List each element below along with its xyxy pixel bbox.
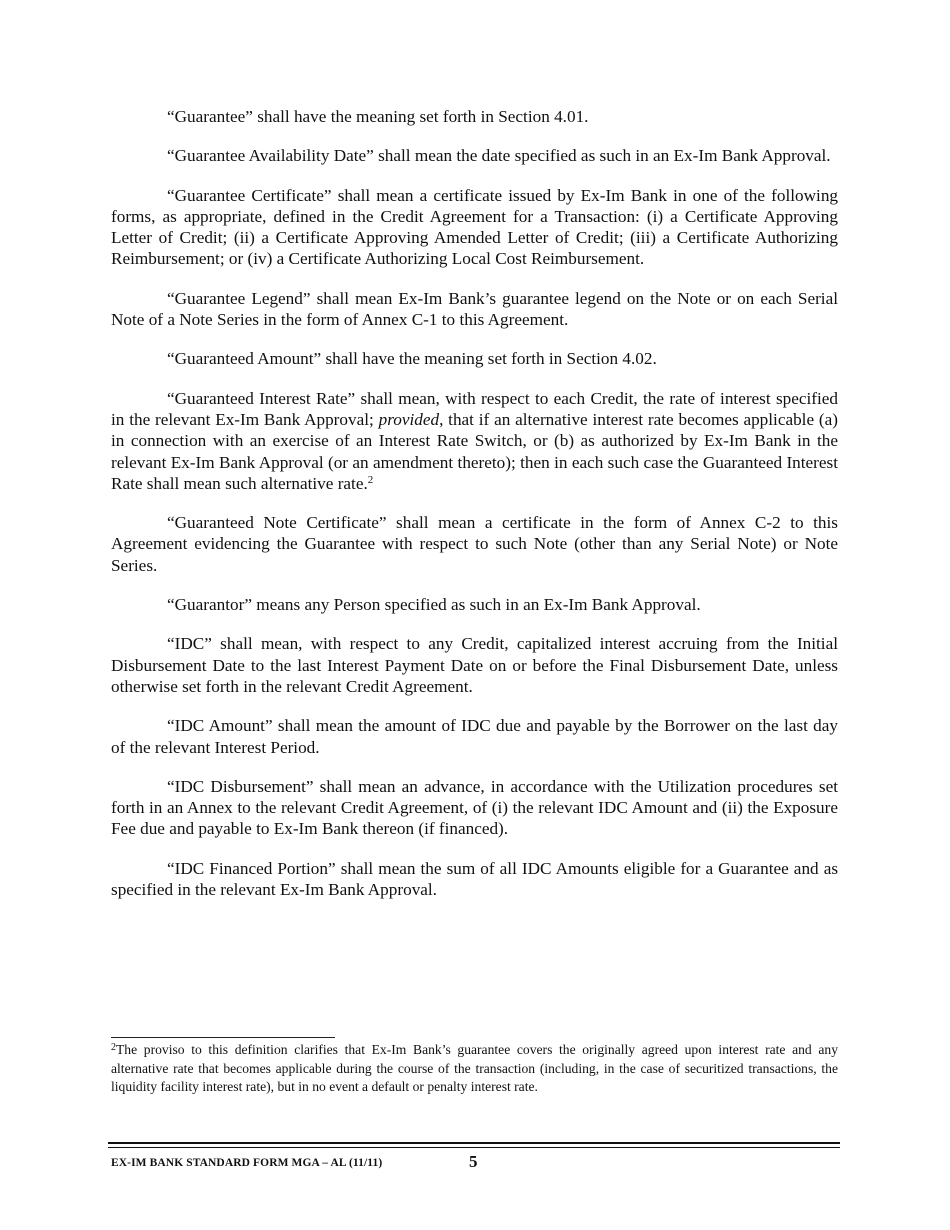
definition-text: shall mean the sum of all IDC Amounts eligible for a Guarantee and as specified in the relevant Ex-Im Bank Approval.: [111, 858, 839, 900]
definition-term: IDC Financed Portion: [174, 858, 328, 878]
definition-idc-financed-portion: “IDC Financed Portion” shall mean the sum of all IDC Amounts eligible for a Guarantee and as specified in the relevant Ex-Im Bank Approval.: [111, 858, 839, 900]
footnote-reference[interactable]: 2: [367, 473, 374, 486]
definition-idc: “IDC” shall mean, with respect to any Credit, capitalized interest accruing from the Initial Disbursement Date to the last Interest Payment Date on or before the Final Disbursement Date, unless otherwise set forth in the relevant Credit Agreement.: [111, 634, 838, 696]
document-body: [111, 106, 838, 918]
definition-term: Guarantee: [174, 107, 246, 126]
definition-guaranteed-interest-rate: “Guaranteed Interest Rate” shall mean, with respect to each Credit, the rate of interest specified in the relevant Ex-Im Bank Approval; provided, that if an alternative interest rate becomes applicable (a) in connection with an exercise of an Interest Rate Switch, or (b) as authorized by Ex-Im Bank in the relevant Ex-Im Bank Approval (or an amendment thereto); then in each such case the Guaranteed Interest Rate shall mean such alternative rate.$^2$: [111, 388, 838, 493]
footnote-divider: [111, 1037, 335, 1038]
definition-term: Guarantee Certificate: [174, 185, 324, 205]
definition-text: shall mean an advance, in accordance with the Utilization procedures set forth in an Annex to the relevant Credit Agreement, of (i) the relevant IDC Amount and (ii) the Exposure Fee due and payable to Ex-Im Bank thereon (if financed).: [111, 776, 838, 839]
definition-guaranteed-note-certificate: “Guaranteed Note Certificate” shall mean a certificate in the form of Annex C-2 to this Agreement evidencing the Guarantee with respect to such Note (other than any Serial Note) or Note Series.: [111, 513, 838, 575]
definition-guarantee: “Guarantee” shall have the meaning set forth in Section 4.01.: [167, 107, 589, 126]
definition-term: IDC: [174, 634, 205, 654]
definition-guaranteed-amount: “Guaranteed Amount” shall have the meaning set forth in Section 4.02.: [167, 349, 657, 369]
definition-text: shall mean a certificate issued by Ex-Im Bank in one of the following forms, as appropriate, defined in the Credit Agreement for a Transaction: (i) a Certificate Approving Letter of Credit; (ii) a Certificate Approving Amended Letter of Credit; (iii) a Certificate Authorizing Reimbursement; or (iv) a Certificate Authorizing Local Cost Reimbursement.: [111, 185, 839, 269]
footnote-number: 2: [111, 1042, 116, 1053]
definition-term: Guaranteed Interest Rate: [174, 388, 348, 408]
footnote: [111, 1041, 838, 1097]
definition-text: shall have the meaning set forth in Section 4.02.: [321, 349, 657, 369]
definition-text: shall have the meaning set forth in Section 4.01.: [252, 107, 589, 126]
definition-text-continued: , that if an alternative interest rate becomes applicable (a) in connection with an exercise of an Interest Rate Switch, or (b) as authorized by Ex-Im Bank in the relevant Ex-Im Bank Approval (or an amendment thereto); then in each such case the Guaranteed Interest Rate shall mean such alternative rate.: [111, 409, 838, 493]
definition-guarantee-certificate: “Guarantee Certificate” shall mean a certificate issued by Ex-Im Bank in one of the following forms, as appropriate, defined in the Credit Agreement for a Transaction: (i) a Certificate Approving Letter of Credit; (ii) a Certificate Approving Amended Letter of Credit; (iii) a Certificate Authorizing Reimbursement; or (iv) a Certificate Authorizing Local Cost Reimbursement.: [111, 185, 839, 269]
definition-guarantor: “Guarantor” means any Person specified as such in an Ex-Im Bank Approval.: [167, 595, 701, 615]
page-number: 5: [469, 1152, 478, 1171]
proviso-italic: provided: [378, 409, 440, 429]
definition-term: Guarantor: [174, 595, 245, 615]
definition-term: IDC Disbursement: [174, 776, 306, 796]
definition-text: shall mean a certificate in the form of Annex C-2 to this Agreement evidencing the Guarantee with respect to such Note (other than any Serial Note) or Note Series.: [111, 513, 838, 575]
footer-divider-thick: [108, 1142, 840, 1144]
definition-term: Guaranteed Note Certificate: [174, 513, 379, 533]
definition-term: Guarantee Legend: [174, 288, 303, 308]
definition-idc-disbursement: “IDC Disbursement” shall mean an advance, in accordance with the Utilization procedures set forth in an Annex to the relevant Credit Agreement, of (i) the relevant IDC Amount and (ii) the Exposure Fee due and payable to Ex-Im Bank thereon (if financed).: [111, 776, 838, 839]
footer-divider-thin: [108, 1147, 840, 1148]
definition-text: shall mean the amount of IDC due and payable by the Borrower on the last day of the relevant Interest Period.: [111, 716, 838, 757]
definition-idc-amount: “IDC Amount” shall mean the amount of IDC due and payable by the Borrower on the last day of the relevant Interest Period.: [111, 716, 838, 757]
definition-text: shall mean, with respect to any Credit, capitalized interest accruing from the Initial Disbursement Date to the last Interest Payment Date on or before the Final Disbursement Date, unless otherwise set forth in the relevant Credit Agreement.: [111, 634, 838, 696]
definition-text: shall mean Ex-Im Bank’s guarantee legend on the Note or on each Serial Note of a Note Series in the form of Annex C-1 to this Agreement.: [111, 288, 838, 330]
footnote-text: The proviso to this definition clarifies that Ex-Im Bank’s guarantee covers the originally agreed upon interest rate and any alternative rate that becomes applicable during the course of the transaction (including, in the case of securitized transactions, the liquidity facility interest rate), but in no event a default or penalty interest rate.: [111, 1042, 838, 1095]
definition-guarantee-legend: “Guarantee Legend” shall mean Ex-Im Bank’s guarantee legend on the Note or on each Serial Note of a Note Series in the form of Annex C-1 to this Agreement.: [111, 288, 838, 330]
definition-term: IDC Amount: [174, 716, 265, 736]
footer-form-label: EX-IM BANK STANDARD FORM MGA – AL (11/11): [111, 1157, 383, 1169]
definition-text: shall mean, with respect to each Credit, the rate of interest specified in the relevant Ex-Im Bank Approval;: [111, 388, 838, 429]
definition-text: means any Person specified as such in an Ex-Im Bank Approval.: [251, 595, 701, 615]
definition-text: shall mean the date specified as such in an Ex-Im Bank Approval.: [373, 146, 831, 166]
definition-term: Guaranteed Amount: [174, 349, 314, 369]
definition-term: Guarantee Availability Date: [174, 146, 367, 166]
definition-guarantee-availability-date: “Guarantee Availability Date” shall mean the date specified as such in an Ex-Im Bank Approval.: [167, 146, 831, 166]
